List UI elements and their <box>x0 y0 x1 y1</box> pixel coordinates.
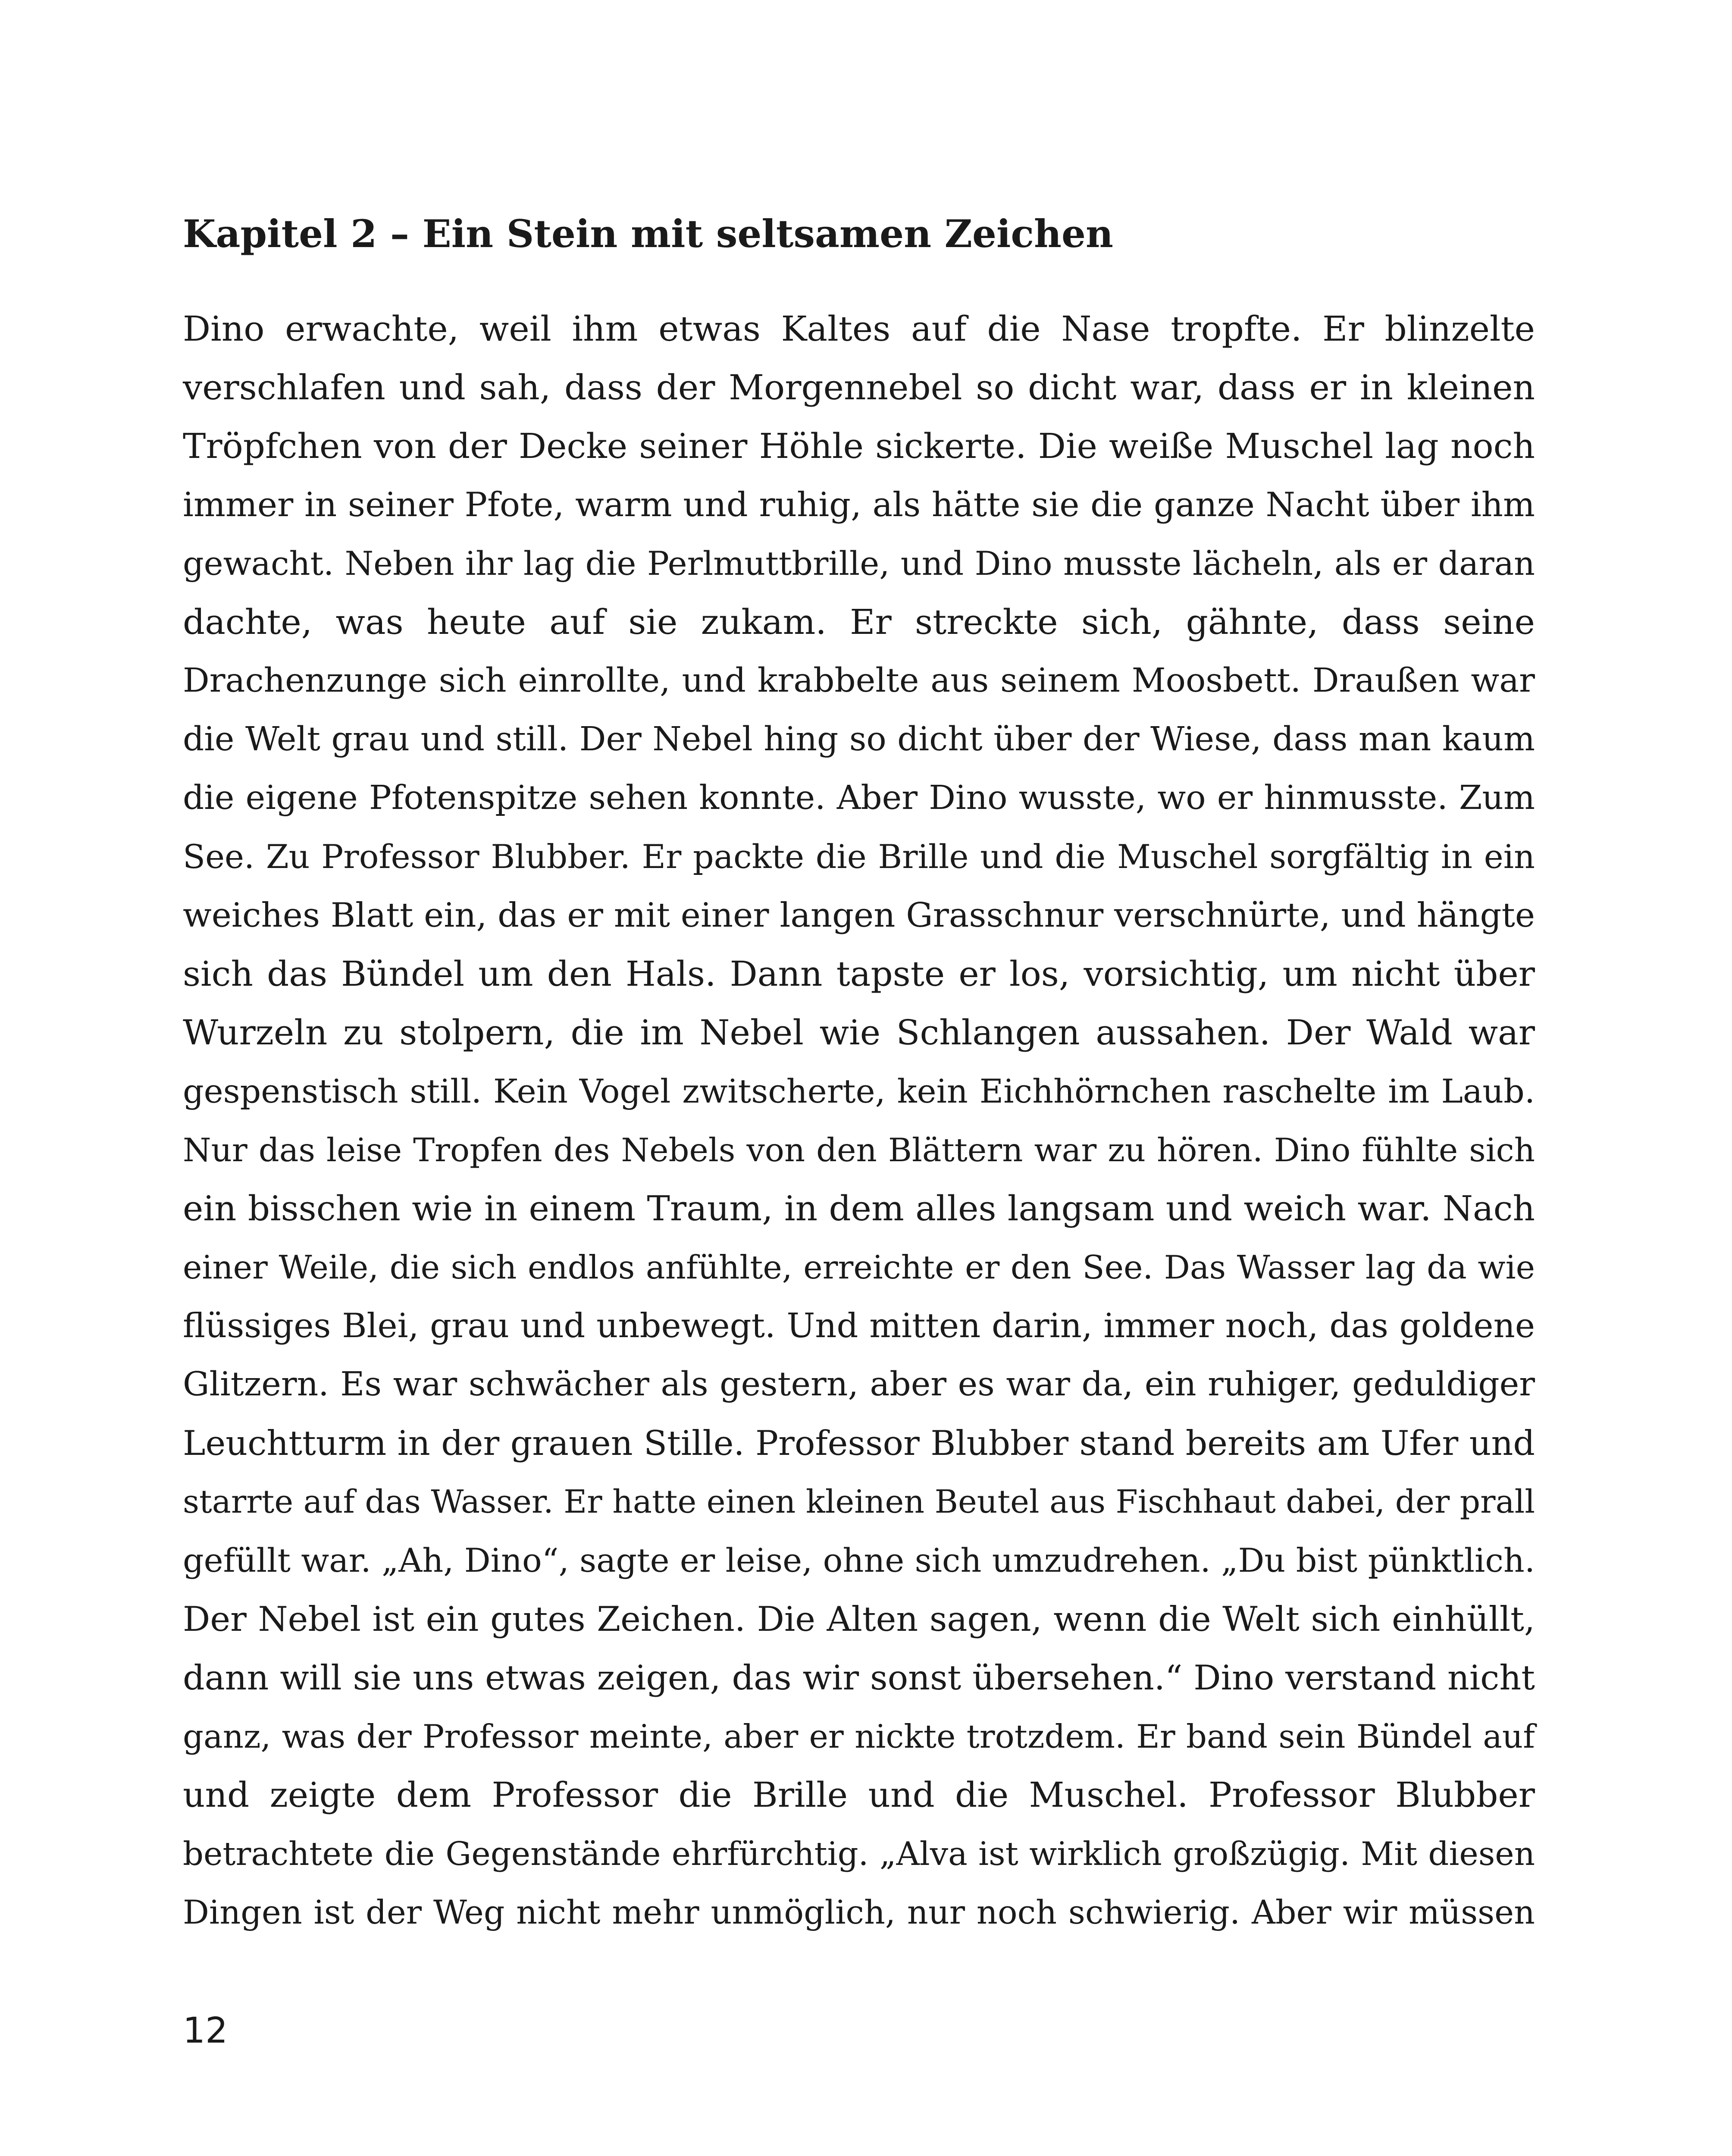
text-line: immer in seiner Pfote, warm und ruhig, als hätte sie die ganze Nacht über ihm <box>183 486 1535 524</box>
text-line: starrte auf das Wasser. Er hatte einen kleinen Beutel aus Fischhaut dabei, der prall <box>183 1483 1535 1520</box>
chapter-title: Kapitel 2 – Ein Stein mit seltsamen Zeichen <box>183 211 1113 256</box>
text-line: einer Weile, die sich endlos anfühlte, erreichte er den See. Das Wasser lag da wie <box>183 1248 1535 1286</box>
body-text <box>183 300 1535 1942</box>
text-line: verschlafen und sah, dass der Morgennebel so dicht war, dass er in kleinen <box>183 367 1535 407</box>
text-line: ganz, was der Professor meinte, aber er nickte trotzdem. Er band sein Bündel auf <box>183 1717 1535 1755</box>
text-line: dann will sie uns etwas zeigen, das wir sonst übersehen.“ Dino verstand nicht <box>183 1658 1535 1698</box>
text-line: Dingen ist der Weg nicht mehr unmöglich, nur noch schwierig. Aber wir müssen <box>183 1893 1535 1931</box>
text-line: Drachenzunge sich einrollte, und krabbelte aus seinem Moosbett. Draußen war <box>183 661 1535 700</box>
text-line: Tröpfchen von der Decke seiner Höhle sickerte. Die weiße Muschel lag noch <box>183 426 1535 466</box>
text-line: Wurzeln zu stolpern, die im Nebel wie Schlangen aussahen. Der Wald war <box>183 1012 1535 1053</box>
text-line: gefüllt war. „Ah, Dino“, sagte er leise, ohne sich umzudrehen. „Du bist pünktlich. <box>183 1541 1535 1579</box>
text-line: gespenstisch still. Kein Vogel zwitscherte, kein Eichhörnchen raschelte im Laub. <box>183 1072 1535 1110</box>
text-line: dachte, was heute auf sie zukam. Er streckte sich, gähnte, dass seine <box>183 602 1535 642</box>
text-line: und zeigte dem Professor die Brille und die Muschel. Professor Blubber <box>183 1775 1535 1815</box>
text-line: die Welt grau und still. Der Nebel hing so dicht über der Wiese, dass man kaum <box>183 720 1535 758</box>
text-line: See. Zu Professor Blubber. Er packte die Brille und die Muschel sorgfältig in ein <box>183 837 1535 876</box>
text-line: Dino erwachte, weil ihm etwas Kaltes auf die Nase tropfte. Er blinzelte <box>183 309 1535 349</box>
text-line: Nur das leise Tropfen des Nebels von den Blättern war zu hören. Dino fühlte sich <box>183 1131 1535 1169</box>
text-line: die eigene Pfotenspitze sehen konnte. Aber Dino wusste, wo er hinmusste. Zum <box>183 779 1535 817</box>
text-line: ein bisschen wie in einem Traum, in dem alles langsam und weich war. Nach <box>183 1188 1535 1228</box>
text-line: Der Nebel ist ein gutes Zeichen. Die Alten sagen, wenn die Welt sich einhüllt, <box>183 1599 1535 1639</box>
text-line: weiches Blatt ein, das er mit einer langen Grasschnur verschnürte, und hängte <box>183 896 1535 935</box>
text-line: gewacht. Neben ihr lag die Perlmuttbrille, und Dino musste lächeln, als er daran <box>183 544 1535 583</box>
text-line: Glitzern. Es war schwächer als gestern, aber es war da, ein ruhiger, geduldiger <box>183 1365 1535 1404</box>
text-line: Leuchtturm in der grauen Stille. Professor Blubber stand bereits am Ufer und <box>183 1423 1535 1463</box>
text-line: sich das Bündel um den Hals. Dann tapste er los, vorsichtig, um nicht über <box>183 954 1535 994</box>
text-line: betrachtete die Gegenstände ehrfürchtig. „Alva ist wirklich großzügig. Mit diesen <box>183 1835 1535 1873</box>
text-line: flüssiges Blei, grau und unbewegt. Und mitten darin, immer noch, das goldene <box>183 1307 1535 1345</box>
page-number: 12 <box>183 2010 228 2051</box>
